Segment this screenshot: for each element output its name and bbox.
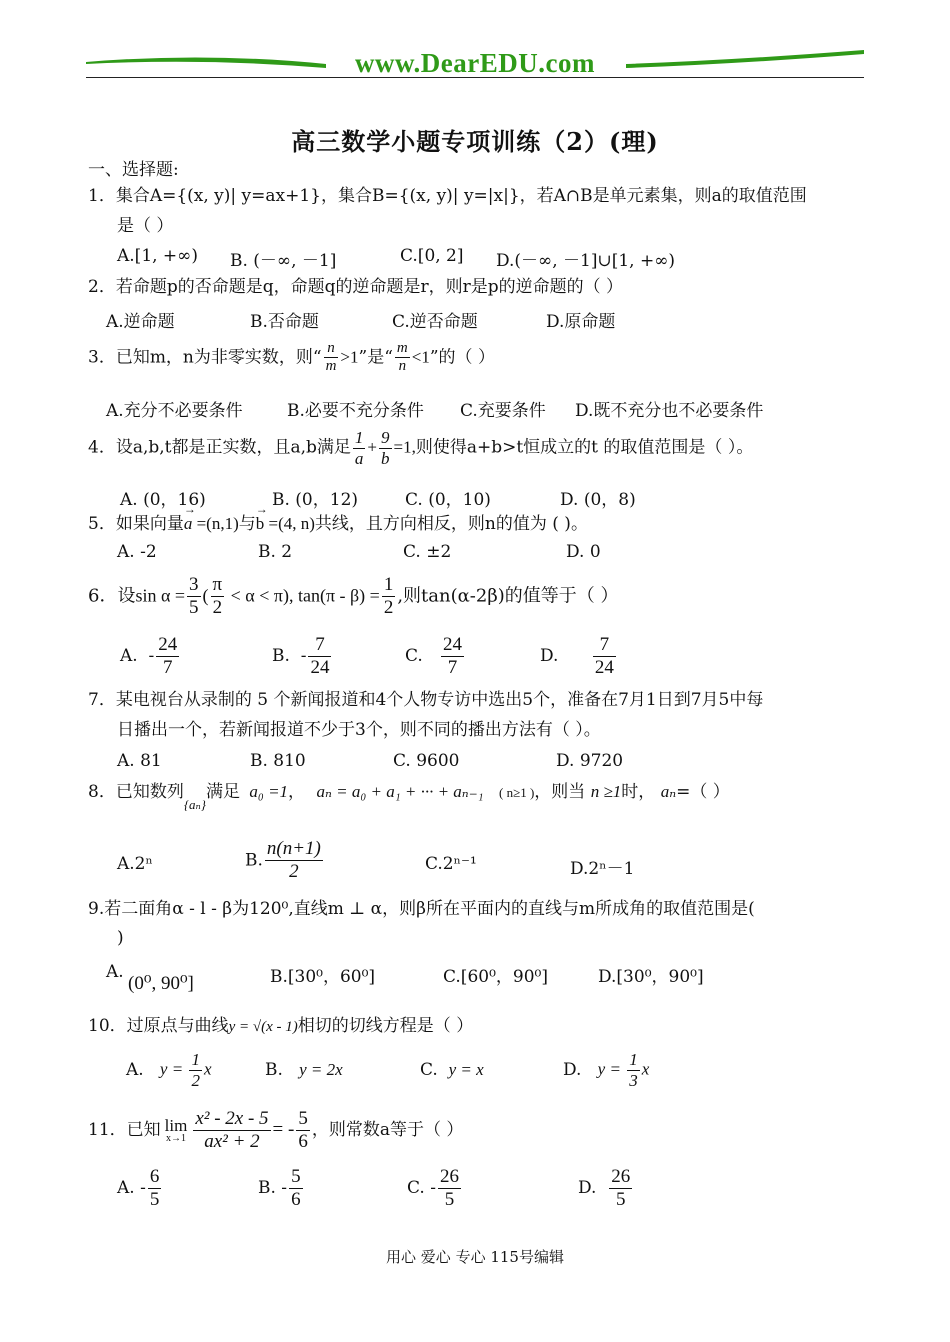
q8-option-a: A.2ⁿ xyxy=(117,854,153,874)
q6-post: ,则tan(α-2β)的值等于（ ） xyxy=(397,585,619,607)
q9-option-d: D.[30⁰，90⁰] xyxy=(598,967,704,987)
q6-pre: 6．设 xyxy=(88,585,136,607)
q5-option-a: A. -2 xyxy=(117,542,157,562)
q8-seq: {aₙ} xyxy=(183,797,206,812)
q8-shi: 时， xyxy=(621,782,656,802)
q4-pre: 4．设a,b,t都是正实数，且a,b满足 xyxy=(88,437,351,458)
q7-text: 7．某电视台从录制的 5 个新闻报道和4个人物专访中选出5个，准备在7月1日到7月5中每 xyxy=(88,690,764,710)
q4-fraction-9-b: $\frac{9}{b}$ xyxy=(381,428,390,468)
q1-option-b: B. (－∞, －1] xyxy=(230,251,337,271)
q1-text-cont: 是（ ） xyxy=(117,216,174,236)
q5-post: 共线，且方向相反，则n的值为 ( )。 xyxy=(314,514,588,534)
q4-plus: + xyxy=(367,437,377,457)
q8-an-end: aₙ xyxy=(660,782,677,801)
q8-option-c: C.2ⁿ⁻¹ xyxy=(425,854,477,874)
q1-text: 1．集合A={(x, y)| y=ax+1}，集合B={(x, y)| y=|x|}，若A∩B是单元素集，则a的取值范围 xyxy=(88,186,807,206)
q5-pre: 5．如果向量 xyxy=(88,514,184,534)
q3-rel-1: >1 xyxy=(340,347,359,367)
q4-option-c: C. (0，10) xyxy=(405,490,491,510)
q7-text-cont: 日播出一个，若新闻报道不少于3个，则不同的播出方法有（ ）。 xyxy=(117,720,601,740)
q3-text xyxy=(88,340,495,376)
q3-fraction-m-n: $\frac{m}{n}$ xyxy=(396,340,408,375)
q1-option-a: A.[1, +∞) xyxy=(117,246,198,266)
q4-text xyxy=(88,428,753,468)
header-rule xyxy=(86,77,864,78)
q9-option-a: (0⁰, 90⁰] xyxy=(128,973,194,994)
q11-pre: 11．已知 xyxy=(88,1120,161,1141)
q11-option-c: C. - $\frac{26}{5}$ xyxy=(407,1166,459,1210)
q11-lim: lim x→1 xyxy=(164,1115,188,1144)
q6-fraction-3-5: $\frac{3}{5}$ xyxy=(189,574,199,618)
q5-option-c: C. ±2 xyxy=(403,542,452,562)
q2-option-d: D.原命题 xyxy=(546,312,616,332)
q4-fraction-1-a: $\frac{1}{a}$ xyxy=(354,428,364,468)
q7-option-b: B. 810 xyxy=(250,751,306,771)
q11-post: ，则常数a等于（ ） xyxy=(311,1119,464,1140)
q8-cond: ( n≥1 ) xyxy=(498,785,535,800)
q4-eq: =1, xyxy=(393,437,416,457)
page-title: 高三数学小题专项训练（2）(理) xyxy=(291,127,659,156)
q6-option-b: B. - $\frac{7}{24}$ xyxy=(272,634,330,678)
q11-text xyxy=(88,1108,463,1153)
q8-when: ，则当 xyxy=(534,782,586,802)
q11-option-b: B. - $\frac{5}{6}$ xyxy=(258,1166,301,1210)
q10-text xyxy=(88,1016,473,1036)
q8-ngeq: n ≥1 xyxy=(590,782,622,801)
q3-rel-2: <1 xyxy=(411,347,430,367)
q6-option-a: A. - $\frac{24}{7}$ xyxy=(120,634,178,678)
q3-fraction-n-m: $\frac{n}{m}$ xyxy=(325,340,337,375)
q1-option-d: D.(－∞, －1]∪[1, +∞) xyxy=(496,251,676,271)
q9-option-a-label: A. xyxy=(106,962,124,982)
q2-text: 2．若命题p的否命题是q，命题q的逆命题是r，则r是p的逆命题的（ ） xyxy=(88,277,624,297)
q9-text: 9.若二面角α - l - β为120⁰,直线m ⊥ α，则β所在平面内的直线与m所成角的取值范围是( xyxy=(88,899,755,919)
q8-a0: a₀ =1 xyxy=(249,782,289,801)
q7-option-a: A. 81 xyxy=(117,751,162,771)
q5-mid1: =(n,1)与 xyxy=(192,514,256,533)
q10-option-d: D. y = $\frac{1}{3}$ x xyxy=(563,1050,650,1090)
q6-sin: sin α = xyxy=(135,585,186,606)
q6-option-d: D. $\frac{7}{24}$ xyxy=(540,634,614,678)
q6-cond: < α < π), tan(π - β) = xyxy=(226,585,380,606)
q2-option-c: C.逆否命题 xyxy=(392,312,478,332)
q8-option-d: D.2ⁿ－1 xyxy=(570,859,635,879)
q2-option-a: A.逆命题 xyxy=(106,312,175,332)
q8-pre: 8．已知数列 xyxy=(88,782,184,802)
q11-option-d: D. $\frac{26}{5}$ xyxy=(578,1166,631,1210)
q10-post: 相切的切线方程是（ ） xyxy=(297,1016,474,1036)
q5-option-d: D. 0 xyxy=(566,542,601,562)
q6-option-c: C. $\frac{24}{7}$ xyxy=(405,634,463,678)
q11-eq: = - xyxy=(272,1118,295,1140)
q11-fraction: $\frac{\text{x² - 2x - 5}}{\text{ax² + 2}}$ xyxy=(195,1108,269,1152)
q6-paren: ( xyxy=(202,585,209,606)
q6-fraction-pi-2: $\frac{\pi}{2}$ xyxy=(212,574,223,618)
q3-post: ”的（ ） xyxy=(429,347,495,368)
q10-curve: y = √(x - 1) xyxy=(228,1019,298,1035)
q4-option-d: D. (0，8) xyxy=(560,490,636,510)
q9-option-b: B.[30⁰，60⁰] xyxy=(270,967,376,987)
q1-option-c: C.[0, 2] xyxy=(400,246,464,266)
q8-eq: =（ ） xyxy=(676,782,730,802)
q5-mid2: =(4, n) xyxy=(264,514,315,533)
q10-option-b: B. y = 2x xyxy=(265,1060,343,1080)
q3-option-c: C.充要条件 xyxy=(460,401,546,421)
site-logo[interactable]: www.DearEDU.com xyxy=(355,48,595,78)
q4-option-b: B. (0，12) xyxy=(272,490,359,510)
section-heading: 一、选择题: xyxy=(88,160,179,180)
q10-option-c: C. y = x xyxy=(420,1060,484,1080)
q3-pre: 3．已知m，n为非零实数，则“ xyxy=(88,347,322,368)
q5-vector-a: → a xyxy=(184,514,193,534)
q5-text xyxy=(88,514,588,534)
q3-option-d: D.既不充分也不必要条件 xyxy=(575,401,764,421)
q11-rhs: $\frac{5}{6}$ xyxy=(298,1108,308,1152)
q6-fraction-1-2: $\frac{1}{2}$ xyxy=(383,574,394,618)
q9-text-cont: ) xyxy=(117,928,124,948)
q11-option-a: A. - $\frac{6}{5}$ xyxy=(117,1166,160,1210)
q6-text xyxy=(88,574,618,619)
q4-option-a: A. (0，16) xyxy=(120,490,206,510)
q8-sat: 满足 xyxy=(206,782,240,802)
q7-option-d: D. 9720 xyxy=(556,751,624,771)
q3-option-a: A.充分不必要条件 xyxy=(106,401,243,421)
q10-pre: 10．过原点与曲线 xyxy=(88,1016,229,1036)
page-footer: 用心 爱心 专心 115号编辑 xyxy=(386,1248,564,1266)
q10-option-a: A. y = $\frac{1}{2}$ x xyxy=(126,1050,212,1090)
q3-option-b: B.必要不充分条件 xyxy=(287,401,424,421)
q5-vector-b: → b xyxy=(256,514,265,534)
q7-option-c: C. 9600 xyxy=(393,751,460,771)
q9-option-c: C.[60⁰，90⁰] xyxy=(443,967,548,987)
q8-text: 8．已知数列$_{\{a_n\}}$满足 a₀ =1， aₙ = a₀ + a₁ + ··· + aₙ₋₁ ( n≥1 )，则当 n ≥1时， aₙ=（ ） xyxy=(88,782,730,812)
q4-post: 则使得a+b>t恒成立的t 的取值范围是（ ）。 xyxy=(415,437,754,458)
site-header xyxy=(86,44,864,84)
q5-option-b: B. 2 xyxy=(258,542,293,562)
q2-option-b: B.否命题 xyxy=(250,312,319,332)
q8-option-b: B. $\frac{n(n+1)}{2}$ xyxy=(245,838,321,882)
q8-an: aₙ = a₀ + a₁ + ··· + aₙ₋₁ xyxy=(316,782,484,801)
q3-mid: ”是“ xyxy=(358,347,393,368)
